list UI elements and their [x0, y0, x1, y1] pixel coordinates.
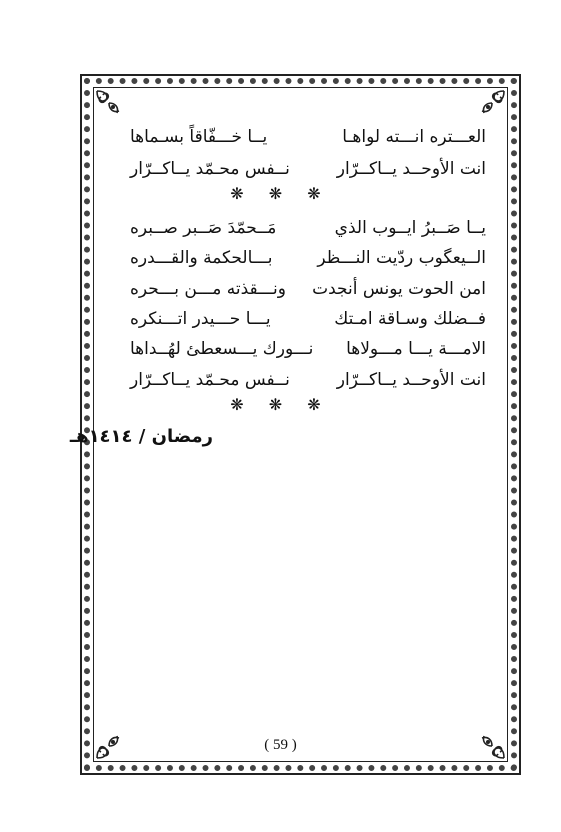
verse-right-hemistich: يــا صَــبرُ ايــوب الذي	[334, 218, 486, 238]
page-number: ( 59 )	[264, 737, 297, 753]
verse-left-hemistich: نــفس محـمّد يــاكــرّار	[130, 159, 290, 179]
verse-left-hemistich: يـــا حـــيدر اتـــنكره	[130, 309, 271, 329]
verse-right-hemistich: الامـــة يـــا مـــولاها	[346, 339, 486, 359]
verse-left-hemistich: مَــحمّدَ صَــبر صــبره	[130, 218, 277, 238]
verse-right-hemistich: انت الأوحــد يــاكــرّار	[336, 159, 486, 179]
corner-ornament-icon	[95, 89, 125, 119]
verse-right-hemistich: فــضلك وسـاقة امـتك	[334, 309, 486, 329]
verse-left-hemistich: بـــالحكمة والقـــدره	[130, 248, 273, 268]
verse-right-hemistich: العـــتره انـــته لواهـا	[342, 127, 486, 147]
verse-left-hemistich: يــا خـــفّاقاً بسـماها	[130, 127, 268, 147]
verse-left-hemistich: نـــورك يـــسعطئ لهُــداها	[130, 339, 314, 359]
verse-right-hemistich: امن الحوت يونس أنجدت	[312, 279, 486, 299]
poem-date: رمضان / ١٤١٤هـ	[69, 426, 213, 447]
stanza-separator: ❋ ❋ ❋	[230, 395, 331, 414]
verse-left-hemistich: نــفس محـمّد يــاكــرّار	[130, 370, 290, 390]
stanza-separator: ❋ ❋ ❋	[230, 184, 331, 203]
verse-right-hemistich: الــيعگوب ردّيت النـــظر	[317, 248, 486, 268]
verse-right-hemistich: انت الأوحــد يــاكــرّار	[336, 370, 486, 390]
verse-left-hemistich: ونـــقذته مـــن بـــحره	[130, 279, 286, 299]
corner-ornament-icon	[476, 89, 506, 119]
